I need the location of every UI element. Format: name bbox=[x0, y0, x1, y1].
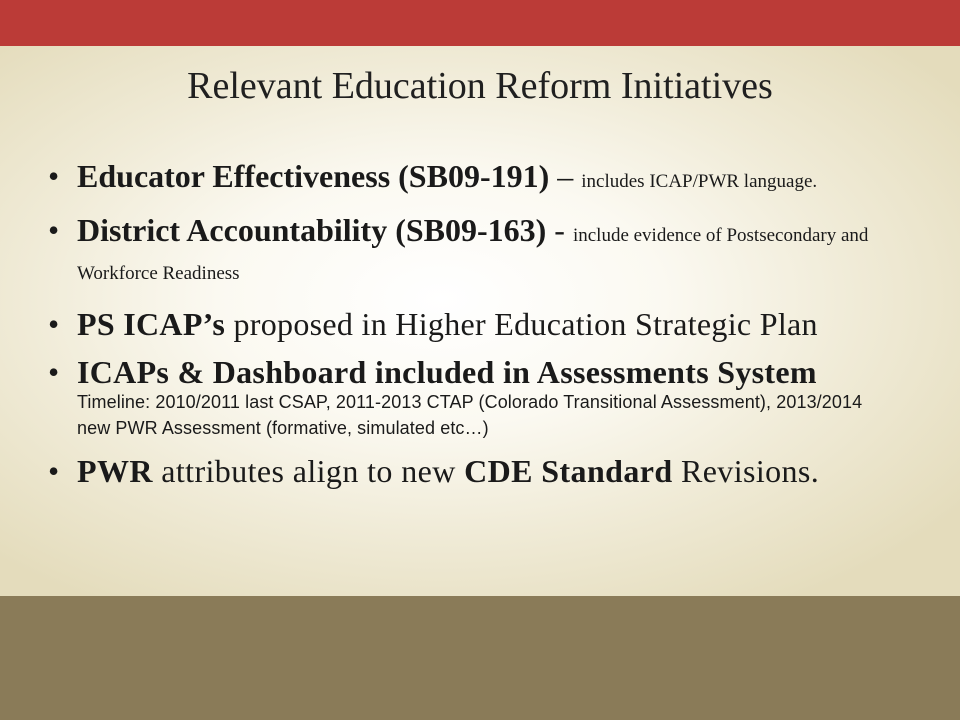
bottom-band bbox=[0, 596, 960, 720]
top-accent-bar bbox=[0, 0, 960, 46]
bullet-pwr-attributes bbox=[40, 453, 900, 489]
bullet-text: attributes align to new bbox=[152, 453, 465, 489]
bullet-text: proposed in Higher Education Strategic Plan bbox=[225, 306, 818, 342]
bullet-separator: - bbox=[546, 212, 573, 248]
bullet-icaps-dashboard bbox=[40, 355, 900, 441]
bullet-heading: Educator Effectiveness (SB09-191) bbox=[77, 158, 550, 194]
bullet-heading: District Accountability (SB09-163) bbox=[77, 212, 547, 248]
bullet-detail: include evidence of Postsecondary and Workforce Readiness bbox=[77, 225, 869, 284]
bullet-heading: ICAPs & Dashboard included in Assessments System bbox=[77, 354, 817, 390]
bullet-text-end: Revisions. bbox=[672, 453, 820, 489]
bullet-district-accountability bbox=[40, 214, 900, 290]
bullet-heading: PS ICAP’s bbox=[77, 306, 226, 342]
bullet-list bbox=[40, 160, 900, 489]
bullet-educator-effectiveness bbox=[40, 160, 900, 198]
bullet-emphasis: CDE Standard bbox=[464, 453, 673, 489]
bullet-dot: • bbox=[48, 212, 60, 248]
bullet-dot: • bbox=[48, 354, 60, 390]
bullet-dot: • bbox=[48, 306, 60, 342]
bullet-heading: PWR bbox=[77, 453, 153, 489]
bullet-separator: – bbox=[549, 158, 582, 194]
bullet-dot: • bbox=[48, 453, 60, 489]
slide-title: Relevant Education Reform Initiatives bbox=[187, 65, 773, 107]
bullet-detail: includes ICAP/PWR language. bbox=[581, 171, 818, 192]
bullet-dot: • bbox=[48, 158, 60, 194]
bullet-timeline-detail: Timeline: 2010/2011 last CSAP, 2011-2013 CTAP (Colorado Transitional Assessment), 2013/2014 new PWR Assessment (formative, simulated etc…) bbox=[77, 392, 863, 438]
bullet-ps-icaps bbox=[40, 306, 900, 343]
